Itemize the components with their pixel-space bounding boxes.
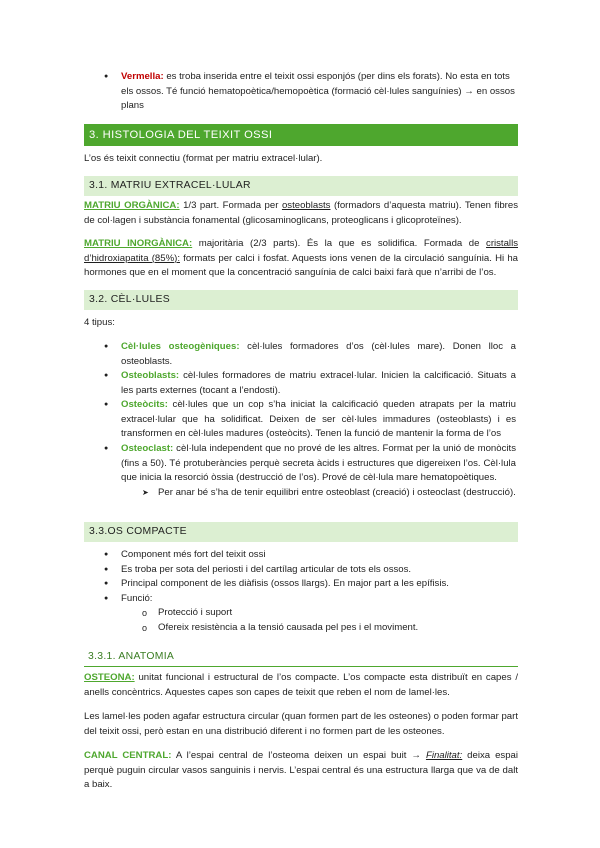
sub-list-item: o Ofereix resistència a la tensió causada pel pes i el moviment. (142, 621, 516, 636)
section-3-3-1-heading: 3.3.1. ANATOMIA (84, 646, 518, 667)
canal-central-label: CANAL CENTRAL: (84, 750, 172, 761)
canal-central-paragraph (84, 749, 518, 793)
bullet-dot: ● (104, 401, 109, 408)
list-item-cell (100, 340, 516, 369)
osteona-paragraph (84, 671, 518, 700)
section-3-3-heading: 3.3.OS COMPACTE (84, 522, 518, 542)
equilibri-text: Per anar bé s’ha de tenir equilibri entre osteoblast (creació) i osteoclast (destrucció). (158, 487, 516, 498)
list-item: ● Principal component de les diàfisis (ossos llargs). En major part a les epífisis. (100, 577, 516, 592)
vermella-label: Vermella: (121, 71, 164, 82)
bullet-dot: ● (104, 73, 109, 80)
matriu-inorganica-label: MATRIU INORGÀNICA: (84, 238, 193, 249)
list-item: ● Component més fort del teixit ossi (100, 548, 516, 563)
matriu-inorganica-text-1: majoritària (2/3 parts). És la que es solidifica. Formada de (192, 238, 487, 249)
bullet-dot: ● (104, 551, 109, 558)
arrowhead-bullet-icon: ➤ (142, 488, 149, 497)
section-3-intro: L’os és teixit connectiu (format per matriu extracel·lular). (84, 153, 323, 164)
cell-label: Cèl·lules osteogèniques: (121, 341, 240, 352)
cell-text: cèl·lula independent que no prové de les altres. Format per la unió de monòcits (fins a 50). Té protuberàncies perquè secreta àcids i estructures que digereixen l’os. Cèl·lula que inicia la resorció òssia (destrucció de l’os). Prové de cèl·lula mare hematopoètiques. (121, 443, 516, 484)
bullet-dot: ● (104, 372, 109, 379)
matriu-inorganica-paragraph (84, 237, 518, 281)
list-item-vermella (100, 70, 516, 114)
cell-text: cèl·lules formadores d’os (cèl·lules mare). Donen lloc a osteoblasts. (121, 341, 516, 367)
circle-bullet-icon: o (142, 608, 148, 618)
sub-list-item: o Protecció i suport (142, 606, 516, 621)
list-item-cell (100, 369, 516, 398)
list-item: ● Funció: (100, 592, 516, 607)
matriu-organica-text-2: (formadors d’aquesta matriu). Tenen fibres de col·lagen i substància fonamental (glicosaminoglicans, proteoglicans i glicoproteïnes). (84, 200, 518, 226)
matriu-organica-text-1: 1/3 part. Formada per (179, 200, 282, 211)
vermella-text: es troba inserida entre el teixit ossi esponjós (per dins els forats). No esta en tots els ossos. Té funció hematopoètica/hemopoètica (formació cèl·lules sanguínies) → en ossos plans (121, 71, 515, 112)
finalitat-label: Finalitat: (425, 750, 463, 761)
cell-label: Osteòcits: (121, 399, 168, 410)
cells-intro: 4 tipus: (84, 317, 115, 328)
list-item-cell (100, 398, 516, 442)
bullet-dot: ● (104, 566, 109, 573)
bullet-dot: ● (104, 595, 109, 602)
bullet-dot: ● (104, 580, 109, 587)
cell-text: cèl·lules que un cop s’ha iniciat la calcificació queden atrapats per la matriu extracel·lular que ha solidificat. Deixen de ser cèl·lules immadures (osteoblasts) i es transformen en cèl·lules madures (osteòcits). Tenen la funció de mantenir la forma de l’os (121, 399, 516, 440)
cell-label: Osteoclast: (121, 443, 174, 454)
section-3-2-heading: 3.2. CÈL·LULES (84, 290, 518, 310)
cell-label: Osteoblasts: (121, 370, 180, 381)
matriu-inorganica-text-2: formats per calci i fosfat. Aquests ions venen de la circulació sanguínia. Hi ha hormones que en el moment que la concentració sanguínia de calci baixi farà que n’arribi de l’os. (84, 252, 518, 279)
hidroxiapatita-text: cristalls d’hidroxiapatita (85%): (84, 238, 518, 264)
canal-central-text-1: A l’espai central de l’osteoma deixen un espai buit → (171, 750, 426, 761)
bullet-dot: ● (104, 343, 109, 350)
cell-text: cèl·lules formadores de matriu extracel·lular. Inicien la calcificació. Situats a les parts externes (tocant a l’endosti). (121, 370, 516, 396)
section-3-1-heading: 3.1. MATRIU EXTRACEL·LULAR (84, 176, 518, 196)
circle-bullet-icon: o (142, 623, 148, 633)
list-item-cell (100, 442, 516, 486)
lamel-paragraph: Les lamel·les poden agafar estructura circular (quan formen part de les osteones) o poden formar part del teixit ossi, però estan en una distribució diferent i no formen part de les osteones. (84, 711, 518, 737)
section-3-heading: 3. HISTOLOGIA DEL TEIXIT OSSI (84, 124, 518, 146)
matriu-organica-label: MATRIU ORGÀNICA: (84, 200, 180, 211)
osteona-label: OSTEONA: (84, 672, 135, 683)
bullet-dot: ● (104, 445, 109, 452)
matriu-organica-paragraph (84, 199, 518, 228)
sub-list-item (142, 486, 516, 501)
list-item: ● Es troba per sota del periosti i del cartílag articular de tots els ossos. (100, 563, 516, 578)
osteona-text: unitat funcional i estructural de l’os compacte. L’os compacte esta distribuït en capes / anells concèntrics. Aquestes capes son capes de teixit que reben el nom de lamel·les. (84, 672, 518, 698)
canal-central-text-2: deixa espai perquè puguin circular vasos sanguinis i nervis. L’espai central és una estructura llarga que va de dalt a baix. (84, 750, 519, 791)
osteoblasts-link: osteoblasts (281, 200, 331, 211)
